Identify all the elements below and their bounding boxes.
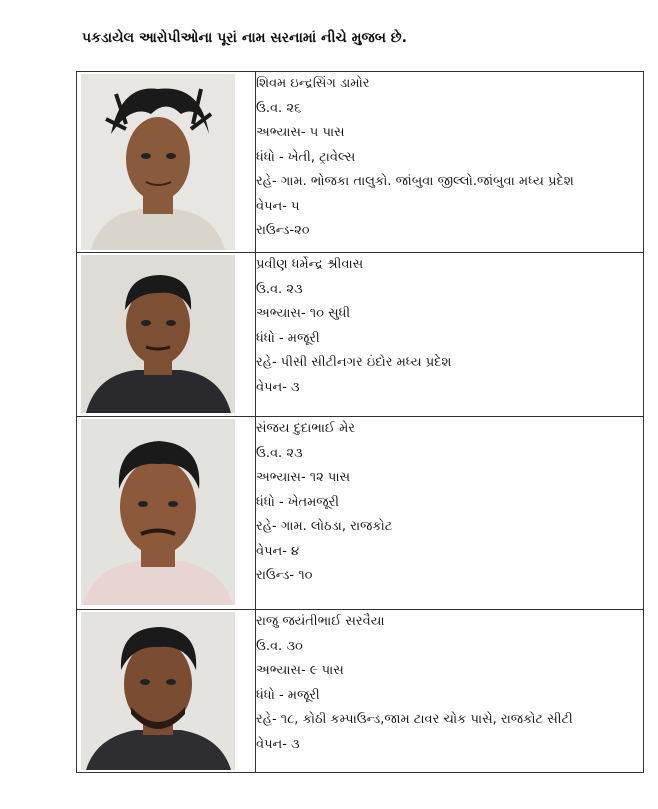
accused-weapon: વેપન- ૩ — [256, 379, 300, 395]
table-row — [77, 253, 644, 417]
photo-cell — [77, 417, 256, 610]
accused-rounds: રાઉન્ડ- ૧૦ — [256, 568, 313, 583]
accused-education: અભ્યાસ- ૧૨ પાસ — [256, 470, 351, 485]
accused-education: અભ્યાસ- ૧૦ સુધી — [256, 306, 351, 321]
accused-age: ઉ.વ. ૨૬ — [256, 100, 302, 116]
accused-table — [76, 71, 644, 773]
accused-age: ઉ.વ. ૩૦ — [256, 638, 303, 654]
person-portrait-icon — [81, 74, 235, 250]
accused-photo-4 — [81, 612, 235, 770]
table-row — [77, 417, 644, 610]
accused-address: રહે- પીસી સીટીનગર ઇંદોર મધ્ય પ્રદેશ — [256, 355, 452, 370]
info-cell — [256, 72, 644, 253]
accused-age: ઉ.વ. ૨૩ — [256, 281, 303, 297]
accused-education: અભ્યાસ- ૫ પાસ — [256, 125, 345, 140]
accused-weapon: વેપન- ૫ — [256, 198, 300, 214]
person-portrait-icon — [81, 419, 235, 605]
accused-name: રાજુ જયંતીભાઈ સરવૈયા — [256, 614, 385, 629]
accused-occupation: ધંધો - ખેતમજૂરી — [256, 494, 340, 510]
accused-address: રહે- ગામ. લોઠડા, રાજકોટ — [256, 519, 393, 534]
accused-weapon: વેપન- ૩ — [256, 736, 300, 752]
accused-age: ઉ.વ. ૨૩ — [256, 445, 303, 461]
accused-education: અભ્યાસ- ૯ પાસ — [256, 663, 344, 678]
accused-photo-3 — [81, 419, 235, 605]
info-cell — [256, 610, 644, 773]
page-heading: પકડાયેલ આરોપીઓના પૂરાં નામ સરનામાં નીચે મુજબ છે. — [82, 30, 407, 46]
table-row — [77, 72, 644, 253]
accused-occupation: ધંધો - ખેતી, ટ્રાવેલ્સ — [256, 149, 356, 165]
accused-name: શિવમ ઇન્દ્રસિંગ ડામોર — [256, 76, 370, 91]
photo-cell — [77, 253, 256, 417]
accused-occupation: ધંધો - મજૂરી — [256, 687, 320, 703]
accused-rounds: રાઉન્ડ-૨૦ — [256, 223, 310, 238]
photo-cell — [77, 72, 256, 253]
person-portrait-icon — [81, 612, 235, 770]
accused-weapon: વેપન- ૪ — [256, 543, 300, 559]
accused-name: સંજય દુદાભાઈ મેર — [256, 421, 355, 436]
photo-cell — [77, 610, 256, 773]
accused-address: રહે- ગામ. ભોજકા તાલુકો. જાંબુવા જીલ્લો.જાંબુવા મધ્ય પ્રદેશ — [256, 174, 574, 189]
person-portrait-icon — [81, 255, 235, 413]
info-cell — [256, 417, 644, 610]
accused-photo-1 — [81, 74, 235, 250]
accused-address: રહે- ૧૮, કોઠી કમ્પાઉન્ડ,જામ ટાવર ચોક પાસે, રાજકોટ સીટી — [256, 712, 573, 727]
accused-occupation: ધંધો - મજૂરી — [256, 330, 320, 346]
table-row — [77, 610, 644, 773]
accused-photo-2 — [81, 255, 235, 413]
info-cell — [256, 253, 644, 417]
accused-name: પ્રવીણ ધર્મેન્દ્ર શ્રીવાસ — [256, 257, 364, 272]
